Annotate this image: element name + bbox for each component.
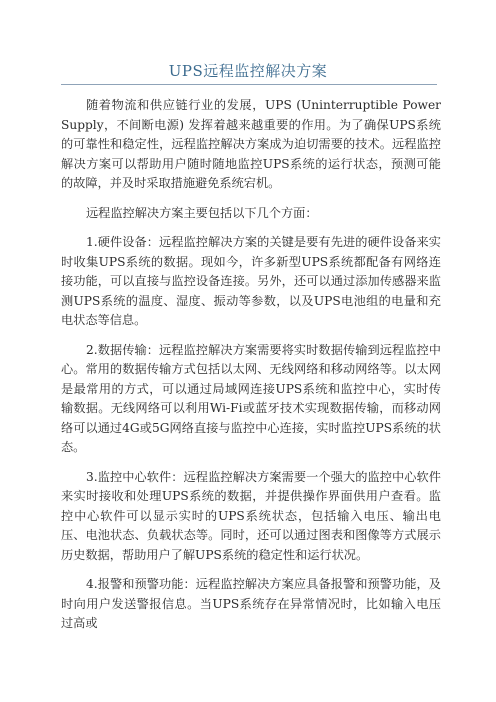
paragraph-alarm: 4.报警和预警功能：远程监控解决方案应具备报警和预警功能，及时向用户发送警报信息。当UPS系统存在异常情况时，比如输入电压过高或 [61,577,441,630]
paragraph-intro: 随着物流和供应链行业的发展，UPS (Uninterruptible Power Supply，不间断电源) 发挥着越来越重要的作用。为了确保UPS系统的可靠性和稳定性，远程监控解决方案成为迫切需要的技术。远程监控解决方案可以帮助用户随时随地监控UPS系统的运行状态，预测可能的故障，并及时采取措施避免系统宕机。 [61,98,441,190]
paragraph-monitoring-software: 3.监控中心软件：远程监控解决方案需要一个强大的监控中心软件来实时接收和处理UPS系统的数据，并提供操作界面供用户查看。监控中心软件可以显示实时的UPS系统状态，包括输入电压、输出电压、电池状态、负载状态等。同时，还可以通过图表和图像等方式展示历史数据，帮助用户了解UPS系统的稳定性和运行状况。 [61,469,441,562]
document-body [61,96,441,644]
document-title: UPS远程监控解决方案 [168,62,328,80]
paragraph-overview: 远程监控解决方案主要包括以下几个方面： [86,205,318,220]
paragraph-data-transmission: 2.数据传输：远程监控解决方案需要将实时数据传输到远程监控中心。常用的数据传输方式包括以太网、无线网络和移动网络等。以太网是最常用的方式，可以通过局域网连接UPS系统和监控中心，实时传输数据。无线网络可以利用Wi-Fi或蓝牙技术实现数据传输，而移动网络可以通过4G或5G网络直接与监控中心连接，实时监控UPS系统的状态。 [61,342,441,454]
title-divider [61,84,437,85]
paragraph-hardware: 1.硬件设备：远程监控解决方案的关键是要有先进的硬件设备来实时收集UPS系统的数据。现如今，许多新型UPS系统都配备有网络连接功能，可以直接与监控设备连接。另外，还可以通过添加传感器来监测UPS系统的温度、湿度、振动等参数，以及UPS电池组的电量和充电状态等信息。 [61,235,441,327]
